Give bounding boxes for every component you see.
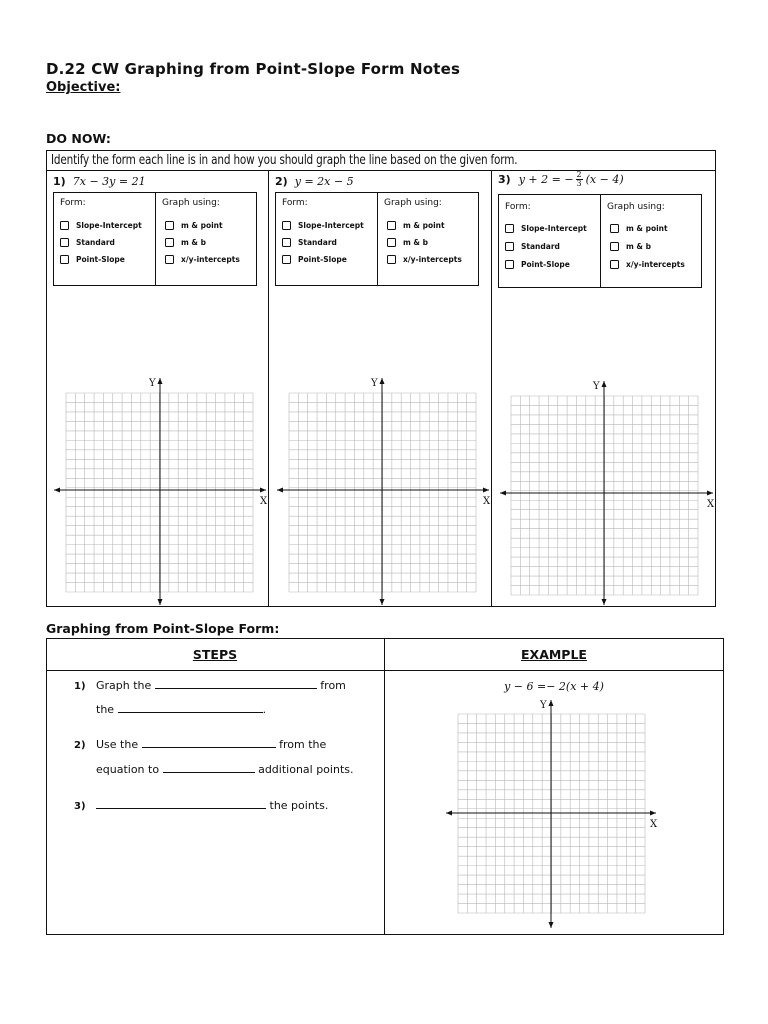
x-axis-label: X (483, 496, 491, 507)
table-header-divider (46, 670, 724, 671)
fill-blank[interactable] (163, 763, 255, 773)
form-label: Form: (282, 198, 308, 208)
page-title: D.22 CW Graphing from Point-Slope Form Notes (46, 60, 461, 78)
checkbox-m-point[interactable]: m & point (610, 224, 668, 233)
fraction: $\frac{2}{3}$ (576, 170, 582, 188)
checkbox-m-point[interactable]: m & point (165, 221, 223, 230)
example-header: EXAMPLE (521, 647, 587, 662)
problem-number: 2) (275, 175, 288, 188)
graph-using-label: Graph using: (162, 198, 220, 208)
checkbox-point-slope[interactable]: Point-Slope (60, 255, 125, 264)
checkbox-standard[interactable]: Standard (282, 238, 337, 247)
y-axis-label: Y (149, 378, 156, 389)
y-axis-label: Y (540, 700, 547, 711)
x-axis-label: X (260, 496, 268, 507)
form-label: Form: (60, 198, 86, 208)
fill-blank[interactable] (142, 738, 276, 748)
problem-number: 1) (53, 175, 66, 188)
example-equation: y − 6 =− 2(x + 4) (504, 680, 604, 693)
form-label: Form: (505, 202, 531, 212)
step-3-line-1: 3) the points. (74, 799, 329, 812)
checkbox-intercepts[interactable]: x/y-intercepts (387, 255, 462, 264)
graph-using-label: Graph using: (384, 198, 442, 208)
step-2-line-2: equation to additional points. (96, 763, 354, 776)
checkbox-point-slope[interactable]: Point-Slope (282, 255, 347, 264)
fill-blank[interactable] (155, 679, 317, 689)
arrow-down-icon (158, 599, 163, 605)
fill-blank[interactable] (96, 799, 266, 809)
graph-using-label: Graph using: (607, 202, 665, 212)
checkbox-slope-intercept[interactable]: Slope-Intercept (60, 221, 142, 230)
section-heading: Graphing from Point-Slope Form: (46, 621, 280, 636)
checkbox-standard[interactable]: Standard (60, 238, 115, 247)
checkbox-m-b[interactable]: m & b (610, 242, 651, 251)
checkbox-m-point[interactable]: m & point (387, 221, 445, 230)
x-axis-label: X (650, 819, 658, 830)
problem-equation-rhs: (x − 4) (585, 173, 624, 186)
checkbox-m-b[interactable]: m & b (387, 238, 428, 247)
checkbox-slope-intercept[interactable]: Slope-Intercept (282, 221, 364, 230)
problem-equation-lhs: y + 2 = − (518, 173, 574, 186)
checkbox-standard[interactable]: Standard (505, 242, 560, 251)
step-1-line-2: the . (96, 703, 267, 716)
problem-number: 3) (498, 173, 511, 186)
objective-label: Objective: (46, 80, 121, 95)
step-2-line-1: 2) Use the from the (74, 738, 327, 751)
steps-header: STEPS (192, 647, 238, 662)
problem-equation: 7x − 3y = 21 (72, 175, 146, 188)
checkbox-slope-intercept[interactable]: Slope-Intercept (505, 224, 587, 233)
y-axis-label: Y (371, 378, 378, 389)
step-1-line-1: 1) Graph the from (74, 679, 346, 692)
instruction-text: Identify the form each line is in and how you should graph the line based on the given form. (51, 152, 518, 168)
checkbox-m-b[interactable]: m & b (165, 238, 206, 247)
y-axis-label: Y (593, 381, 600, 392)
arrow-up-icon (158, 378, 163, 384)
checkbox-intercepts[interactable]: x/y-intercepts (165, 255, 240, 264)
arrow-right-icon (260, 488, 266, 493)
checkbox-intercepts[interactable]: x/y-intercepts (610, 260, 685, 269)
fill-blank[interactable] (118, 703, 263, 713)
do-now-label: DO NOW: (46, 131, 111, 146)
problem-equation: y = 2x − 5 (294, 175, 354, 188)
arrow-left-icon (54, 488, 60, 493)
checkbox-point-slope[interactable]: Point-Slope (505, 260, 570, 269)
x-axis-label: X (707, 499, 715, 510)
